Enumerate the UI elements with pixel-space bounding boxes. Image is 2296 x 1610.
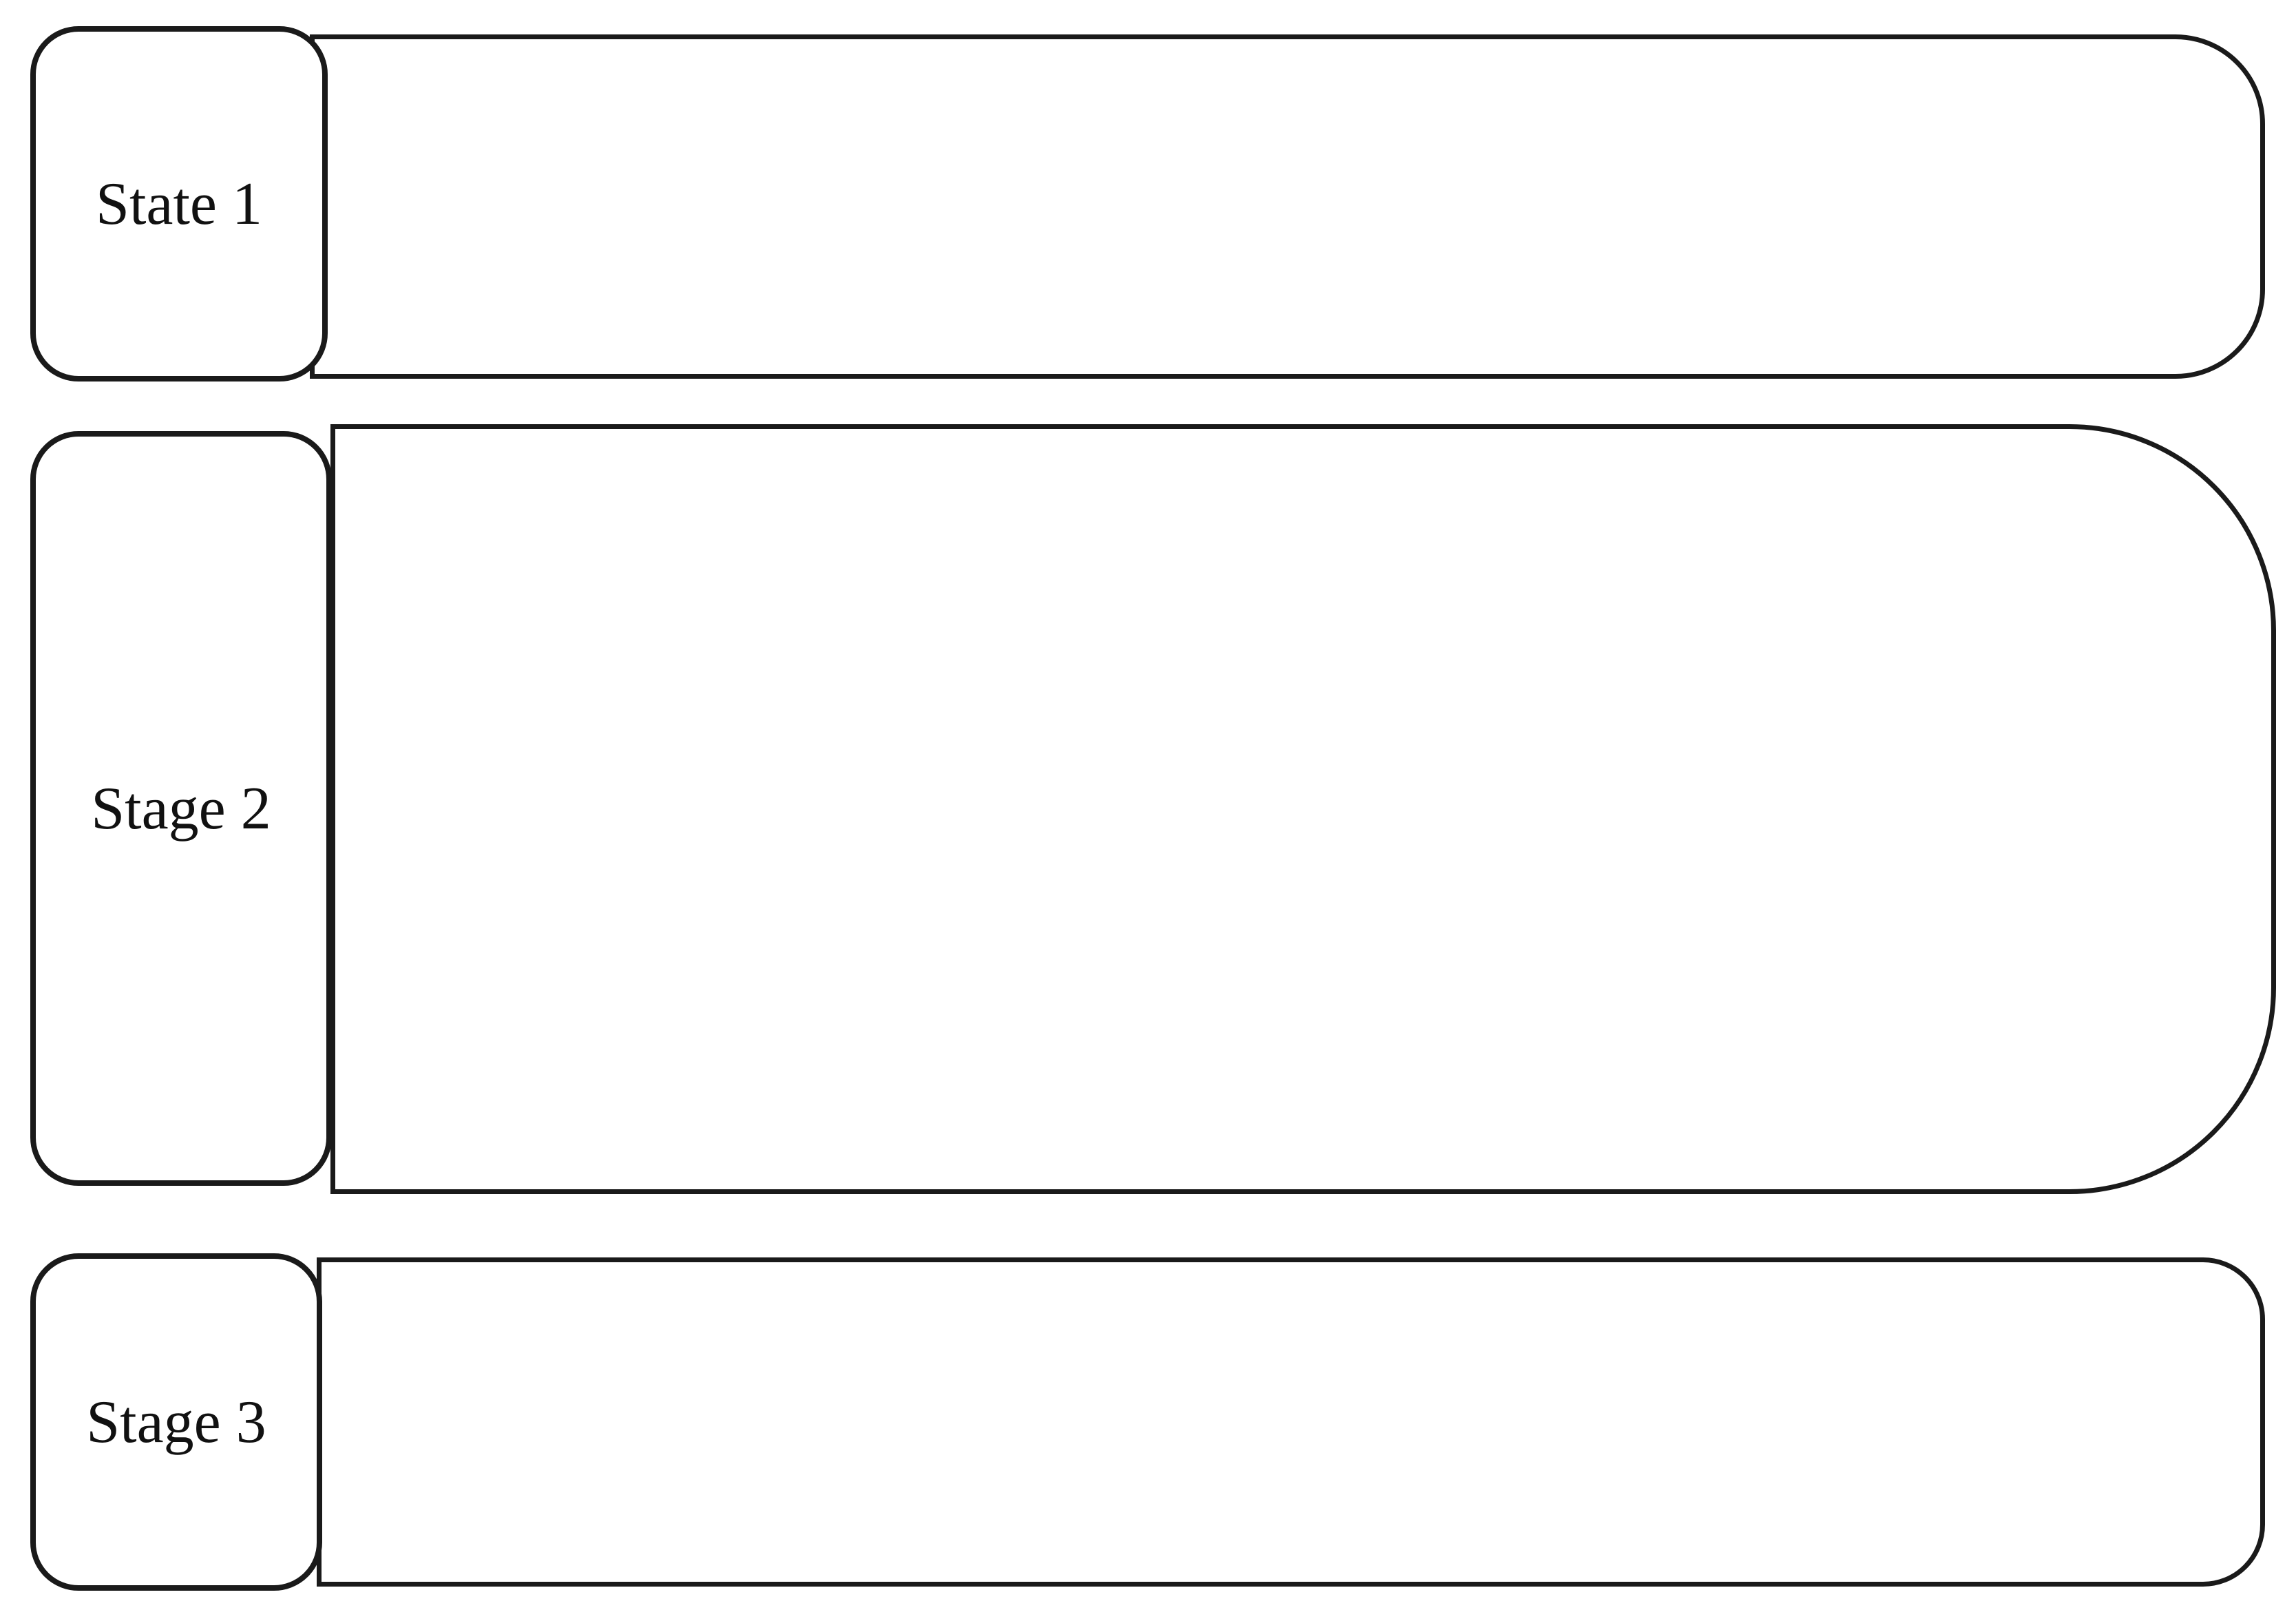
stage-3-content-box [317,1257,2265,1587]
stage-1-label: State 1 [96,170,262,238]
stage-2-content-box [330,424,2276,1194]
stage-2-label: Stage 2 [91,775,271,842]
stage-3-label-box [30,1253,322,1591]
stage-1-content-box [310,34,2265,379]
stage-2-label-box [30,431,332,1186]
stage-3-label: Stage 3 [86,1388,266,1456]
stage-1-label-box [30,26,328,381]
